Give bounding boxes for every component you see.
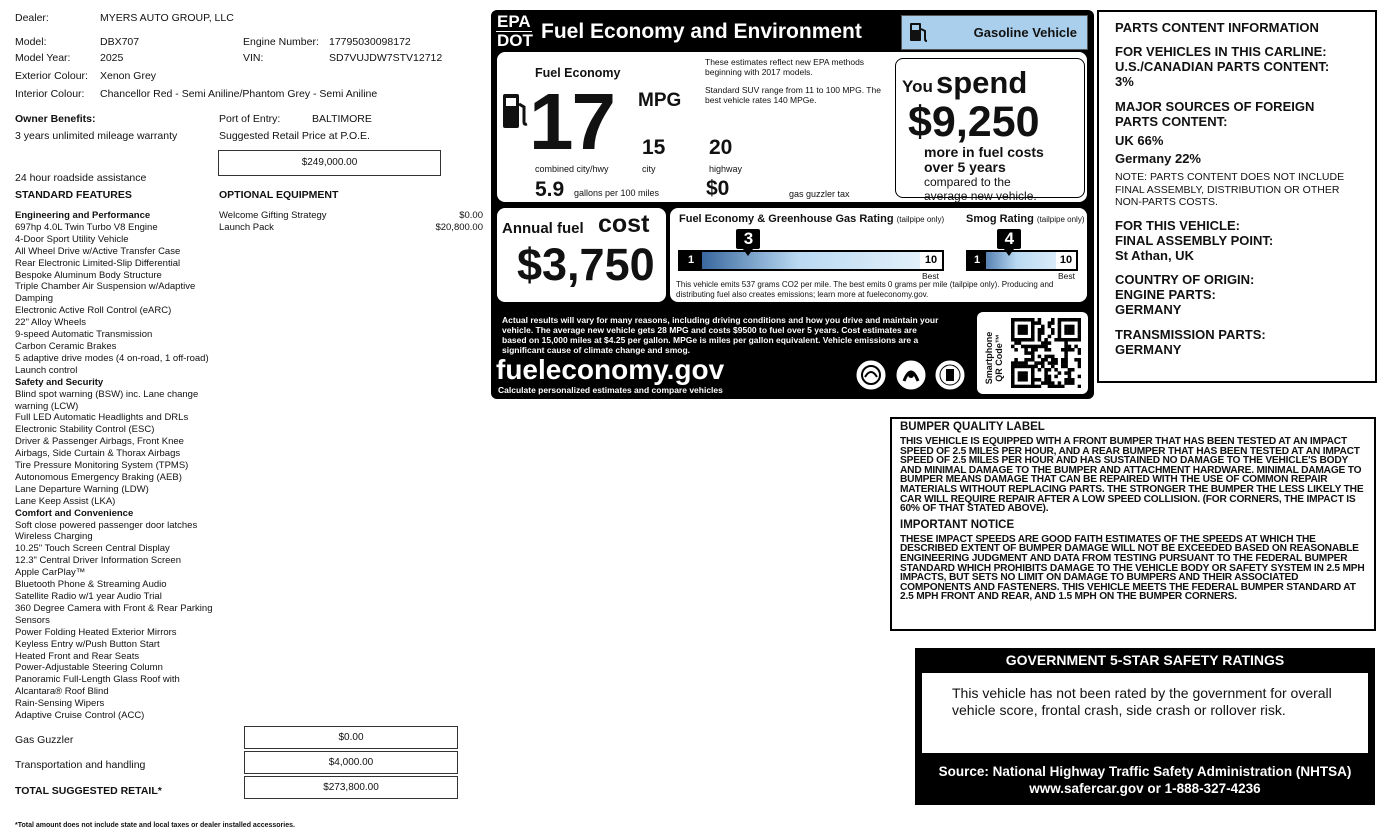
- highway-label: highway: [709, 164, 743, 174]
- feature-item: Lane Keep Assist (LKA): [15, 495, 116, 507]
- smog-title-text: Smog Rating: [966, 213, 1034, 225]
- gas-guzzler-value: $0.00: [244, 726, 458, 749]
- feature-item: Apple CarPlay™: [15, 567, 86, 579]
- spend-amount: $9,250: [908, 98, 1040, 146]
- roadside-text: 24 hour roadside assistance: [15, 172, 147, 184]
- transportation-label: Transportation and handling: [15, 759, 146, 771]
- exterior-colour: Xenon Grey: [100, 70, 157, 82]
- safety-ratings-box: [915, 648, 1375, 805]
- combined-mpg: 17: [529, 77, 614, 166]
- this-vehicle-label: FOR THIS VEHICLE:: [1115, 217, 1240, 233]
- feature-category: Engineering and Performance: [15, 210, 151, 221]
- suv-range-note: Standard SUV range from 11 to 100 MPG. The best vehicle rates 140 MPGe.: [705, 85, 881, 105]
- feature-item: Power Folding Heated Exterior Mirrors: [15, 626, 177, 638]
- optional-equipment-list: [219, 210, 483, 234]
- port-of-entry-label: Port of Entry:: [219, 113, 281, 125]
- optional-item-name: Launch Pack: [219, 222, 274, 233]
- vin-value: SD7VUJDW7STV12712: [329, 52, 443, 64]
- smog-rating-marker: 4: [997, 229, 1021, 249]
- smog-bar-high: 10: [1056, 252, 1076, 269]
- vehicle-type-text: Gasoline Vehicle: [973, 25, 1077, 40]
- feature-item: 697hp 4.0L Twin Turbo V8 Engine: [15, 221, 158, 233]
- ghg-subtitle: (tailpipe only): [896, 215, 945, 224]
- srp-label: Suggested Retail Price at P.O.E.: [219, 130, 370, 142]
- foreign-label-1: MAJOR SOURCES OF FOREIGN: [1115, 99, 1315, 114]
- germany-content: Germany 22%: [1115, 151, 1201, 166]
- ghg-bar-low: 1: [680, 252, 702, 269]
- bumper-text: THIS VEHICLE IS EQUIPPED WITH A FRONT BUMPER THAT HAS BEEN TESTED AT AN IMPACT SPEED OF 2.5 MILES PER HOUR, AND A REAR BUMPER THAT HAS BEEN TESTED AT AN IMPACT SPEED OF 2.5 MILES PER HOUR AND HAS SUSTAINED NO DAMAGE TO THE VEHICLE'S BODY AND MINIMAL DAMAGE TO THE BUMPER AND ATTACHMENT HARDWARE. MINIMAL DAMAGE TO BUMPER MEANS DAMAGE THAT CAN BE REPAIRED WITH THE USE OF COMMON REPAIR MATERIALS WITHOUT REPLACING PARTS. THE STRONGER THE BUMPER THE LESS LIKELY THE CAR WILL REQUIRE REPAIR AFTER A LOW SPEED COLLISION. (FOR CORNERS, THE IMPACT IS 60% OF THAT STATED ABOVE).: [900, 436, 1364, 515]
- feature-item: Electronic Stability Control (ESC): [15, 424, 155, 436]
- annual-fuel-cost-panel: [497, 208, 666, 302]
- ghg-best-label: Best: [922, 271, 940, 281]
- feature-item: Carbon Ceramic Brakes: [15, 340, 117, 352]
- epa-logo-top: EPA: [497, 12, 531, 31]
- vehicle-type-badge: [901, 15, 1088, 50]
- feature-item: Damping: [15, 293, 54, 305]
- ghg-title-text: Fuel Economy & Greenhouse Gas Rating: [679, 213, 894, 225]
- vin-label: VIN:: [243, 52, 264, 64]
- uk-content: UK 66%: [1115, 133, 1164, 148]
- feature-category: Comfort and Convenience: [15, 507, 134, 519]
- smog-rating-bar: [966, 250, 1078, 271]
- ratings-panel: [670, 208, 1087, 302]
- feature-item: Rear Electronic Limited-Slip Differential: [15, 257, 181, 269]
- optional-item-price: $0.00: [459, 210, 483, 221]
- feature-item: Tire Pressure Monitoring System (TPMS): [15, 460, 189, 472]
- spend-text: spend: [936, 65, 1028, 100]
- feature-category: Safety and Security: [15, 376, 104, 388]
- over-5-years: over 5 years: [924, 159, 1006, 175]
- optional-item: [219, 210, 483, 222]
- epa-seal-icon: [855, 359, 887, 391]
- feature-item: warning (LCW): [15, 400, 79, 412]
- city-label: city: [642, 164, 656, 174]
- feature-item: Wireless Charging: [15, 531, 93, 543]
- emissions-text: This vehicle emits 537 grams CO2 per mile. The best emits 0 grams per mile (tailpipe only). Producing and distributing fuel also creates emissions; learn more at fueleconomy.gov.: [676, 280, 1054, 299]
- epa-disclaimer: Actual results will vary for many reasons, including driving conditions and how you drive and maintain your vehicle. The average new vehicle gets 28 MPG and costs $9500 to fuel over 5 years. Cost estimates are based on 15,000 miles at $4.25 per gallon. MPGe is miles per gallon equivalent. Vehicle emissions are a significant cause of climate change and smog.: [502, 315, 939, 355]
- fuel-economy-label: Fuel Economy: [535, 66, 621, 80]
- feature-item: Lane Departure Warning (LDW): [15, 483, 149, 495]
- safety-title: GOVERNMENT 5-STAR SAFETY RATINGS: [1005, 652, 1285, 668]
- feature-item: 4-Door Sport Utility Vehicle: [15, 233, 129, 245]
- doe-seal-icon: [934, 359, 966, 391]
- qr-label: [984, 323, 1004, 393]
- total-retail-value: $273,800.00: [244, 776, 458, 799]
- feature-item: All Wheel Drive w/Active Transfer Case: [15, 245, 181, 257]
- safety-body-panel: [922, 673, 1368, 753]
- parts-note: NOTE: PARTS CONTENT DOES NOT INCLUDE FINAL ASSEMBLY, DISTRIBUTION OR OTHER NON-PARTS COSTS.: [1115, 171, 1345, 208]
- feature-item: 5 adaptive drive modes (4 on-road, 1 off-road): [15, 352, 209, 364]
- feature-item: Blind spot warning (BSW) inc. Lane change: [15, 388, 199, 400]
- epa-title: Fuel Economy and Environment: [541, 20, 862, 43]
- engine-number-label: Engine Number:: [243, 36, 319, 48]
- bumper-title: BUMPER QUALITY LABEL: [900, 421, 1045, 433]
- guzzler-tax-label: gas guzzler tax: [789, 189, 850, 199]
- base-price-box: $249,000.00: [218, 150, 441, 176]
- model-label: Model:: [15, 36, 47, 48]
- cost-label: cost: [598, 210, 650, 238]
- safety-source: Source: National Highway Traffic Safety Administration (NHTSA): [938, 764, 1352, 779]
- feature-item: Alcantara® Roof Blind: [15, 686, 109, 698]
- bumper-quality-label: [890, 417, 1376, 631]
- interior-colour: Chancellor Red - Semi Aniline/Phantom Grey - Semi Aniline: [100, 88, 378, 100]
- feature-item: Launch control: [15, 364, 78, 376]
- dot-seal-icon: [895, 359, 927, 391]
- engine-parts-label: ENGINE PARTS:: [1115, 286, 1216, 302]
- standard-features-title: STANDARD FEATURES: [15, 189, 132, 201]
- carline-label: FOR VEHICLES IN THIS CARLINE:: [1115, 44, 1327, 59]
- you-spend-box: [895, 58, 1085, 203]
- model-value: DBX707: [100, 36, 140, 48]
- feature-item: Power-Adjustable Steering Column: [15, 662, 163, 674]
- fueleconomy-gov-subtext: Calculate personalized estimates and compare vehicles: [498, 385, 723, 395]
- gas-pump-icon: [908, 21, 930, 43]
- assembly-point: St Athan, UK: [1115, 247, 1194, 263]
- feature-item: Heated Front and Rear Seats: [15, 650, 140, 662]
- engine-parts-origin: GERMANY: [1115, 301, 1182, 317]
- feature-item: Driver & Passenger Airbags, Front Knee: [15, 436, 184, 448]
- annual-fuel-label: Annual fuel: [502, 220, 584, 237]
- qr-label-line1: Smartphone: [984, 331, 994, 385]
- feature-item: Bespoke Aluminum Body Structure: [15, 269, 162, 281]
- dealer-label: Dealer:: [15, 12, 49, 24]
- owner-benefits-title: Owner Benefits:: [15, 113, 96, 125]
- parts-content-box: [1097, 10, 1377, 383]
- important-notice-text: THESE IMPACT SPEEDS ARE GOOD FAITH ESTIMATES OF THE SPEEDS AT WHICH THE DESCRIBED EXTENT OF BUMPER DAMAGE WILL NOT BE EXCEEDED BASED ON REASONABLE ENGINEERING JUDGMENT AND DATA FROM TESTING PURSUANT TO THE FEDERAL BUMPER STANDARD WHICH PROHIBITS DAMAGE TO THE VEHICLE BODY OR SAFETY SYSTEM IN 2.5 MPH IMPACTS, BUT SETS NO LIMIT ON DAMAGE TO BUMPERS AND THEIR ASSOCIATED COMPONENTS AND FASTENERS. THIS VEHICLE MEETS THE FEDERAL BUMPER STANDARD AT 2.5 MPH FRONT AND REAR, AND 1.5 MPH ON THE BUMPER CORNERS.: [900, 533, 1365, 603]
- mpg-unit: MPG: [638, 90, 682, 111]
- standard-features-list: [15, 210, 220, 722]
- total-footnote: *Total amount does not include state and local taxes or dealer installed accessories.: [15, 822, 295, 829]
- transmission-parts-label: TRANSMISSION PARTS:: [1115, 326, 1266, 342]
- exterior-colour-label: Exterior Colour:: [15, 70, 88, 82]
- feature-item: 10.25" Touch Screen Central Display: [15, 543, 170, 555]
- feature-item: Sensors: [15, 614, 50, 626]
- optional-item-price: $20,800.00: [435, 222, 483, 233]
- safety-body-text: This vehicle has not been rated by the government for overall vehicle score, frontal crash, side crash or rollover risk.: [952, 685, 1332, 718]
- epa-methods-note: These estimates reflect new EPA methods beginning with 2017 models.: [705, 57, 865, 77]
- feature-item: Triple Chamber Air Suspension w/Adaptive: [15, 281, 196, 293]
- feature-item: Electronic Active Roll Control (eARC): [15, 305, 172, 317]
- port-of-entry: BALTIMORE: [312, 113, 372, 125]
- optional-item-name: Welcome Gifting Strategy: [219, 210, 327, 221]
- city-mpg: 15: [642, 136, 666, 159]
- foreign-label-2: PARTS CONTENT:: [1115, 114, 1228, 129]
- assembly-point-label: FINAL ASSEMBLY POINT:: [1115, 232, 1274, 248]
- average-vehicle-text: average new vehicle.: [924, 189, 1037, 203]
- smog-best-label: Best: [1058, 271, 1076, 281]
- epa-logo-bottom: DOT: [497, 31, 533, 50]
- dealer-name: MYERS AUTO GROUP, LLC: [100, 12, 234, 24]
- origin-label: COUNTRY OF ORIGIN:: [1115, 271, 1255, 287]
- ghg-bar-high: 10: [920, 252, 942, 269]
- feature-item: 12.3" Central Driver Information Screen: [15, 555, 181, 567]
- feature-item: Airbags, Side Curtain & Thorax Airbags: [15, 448, 181, 460]
- total-retail-label: TOTAL SUGGESTED RETAIL*: [15, 785, 162, 797]
- ghg-rating-bar: [678, 250, 944, 271]
- interior-colour-label: Interior Colour:: [15, 88, 85, 100]
- qr-code-icon[interactable]: [1011, 318, 1081, 388]
- smog-subtitle: (tailpipe only): [1036, 215, 1085, 224]
- more-fuel-costs: more in fuel costs: [924, 144, 1044, 160]
- highway-mpg: 20: [709, 136, 733, 159]
- qr-label-line2: QR Code™: [994, 334, 1004, 382]
- gas-guzzler-label: Gas Guzzler: [15, 734, 74, 746]
- you-text: You: [902, 77, 933, 96]
- feature-item: Keyless Entry w/Push Button Start: [15, 638, 160, 650]
- engine-number: 17795030098172: [329, 36, 411, 48]
- combined-label: combined city/hwy: [535, 164, 609, 174]
- optional-item: [219, 222, 483, 234]
- fueleconomy-gov-link[interactable]: fueleconomy.gov: [496, 354, 725, 385]
- smog-bar-low: 1: [968, 252, 986, 269]
- feature-item: 360 Degree Camera with Front & Rear Parking: [15, 602, 213, 614]
- guzzler-tax: $0: [706, 177, 730, 200]
- feature-item: 22" Alloy Wheels: [15, 317, 86, 329]
- fuel-economy-panel: [497, 52, 1087, 202]
- feature-item: 9-speed Automatic Transmission: [15, 329, 153, 341]
- transmission-parts-origin: GERMANY: [1115, 341, 1182, 357]
- qr-code-panel: [977, 312, 1088, 394]
- annual-fuel-cost: $3,750: [517, 239, 655, 290]
- ghg-rating-title: [679, 213, 944, 225]
- feature-item: Autonomous Emergency Braking (AEB): [15, 471, 182, 483]
- model-year-label: Model Year:: [15, 52, 71, 64]
- parts-title: PARTS CONTENT INFORMATION: [1115, 20, 1319, 35]
- us-content-value: 3%: [1115, 74, 1134, 89]
- model-year: 2025: [100, 52, 124, 64]
- important-notice-title: IMPORTANT NOTICE: [900, 518, 1015, 531]
- safety-contact[interactable]: www.safercar.gov or 1-888-327-4236: [1029, 781, 1261, 796]
- feature-item: Rain-Sensing Wipers: [15, 698, 105, 710]
- feature-item: Panoramic Full-Length Glass Roof with: [15, 674, 180, 686]
- ghg-rating-marker: 3: [736, 229, 760, 249]
- feature-item: Full LED Automatic Headlights and DRLs: [15, 412, 189, 424]
- us-content-label: U.S./CANADIAN PARTS CONTENT:: [1115, 59, 1330, 74]
- smog-rating-title: [966, 213, 1084, 225]
- feature-item: Soft close powered passenger door latches: [15, 519, 198, 531]
- epa-fuel-economy-label: [491, 10, 1094, 399]
- feature-item: Adaptive Cruise Control (ACC): [15, 710, 145, 722]
- feature-item: Bluetooth Phone & Streaming Audio: [15, 579, 167, 591]
- gallons-per-100: 5.9: [535, 178, 565, 201]
- optional-equipment-title: OPTIONAL EQUIPMENT: [219, 189, 339, 201]
- warranty-text: 3 years unlimited mileage warranty: [15, 130, 178, 142]
- transportation-value: $4,000.00: [244, 751, 458, 774]
- gallons-per-100-label: gallons per 100 miles: [574, 188, 660, 198]
- fuel-pump-icon: [501, 92, 529, 132]
- compared-to-text: compared to the: [924, 175, 1011, 189]
- feature-item: Satellite Radio w/1 year Audio Trial: [15, 591, 162, 602]
